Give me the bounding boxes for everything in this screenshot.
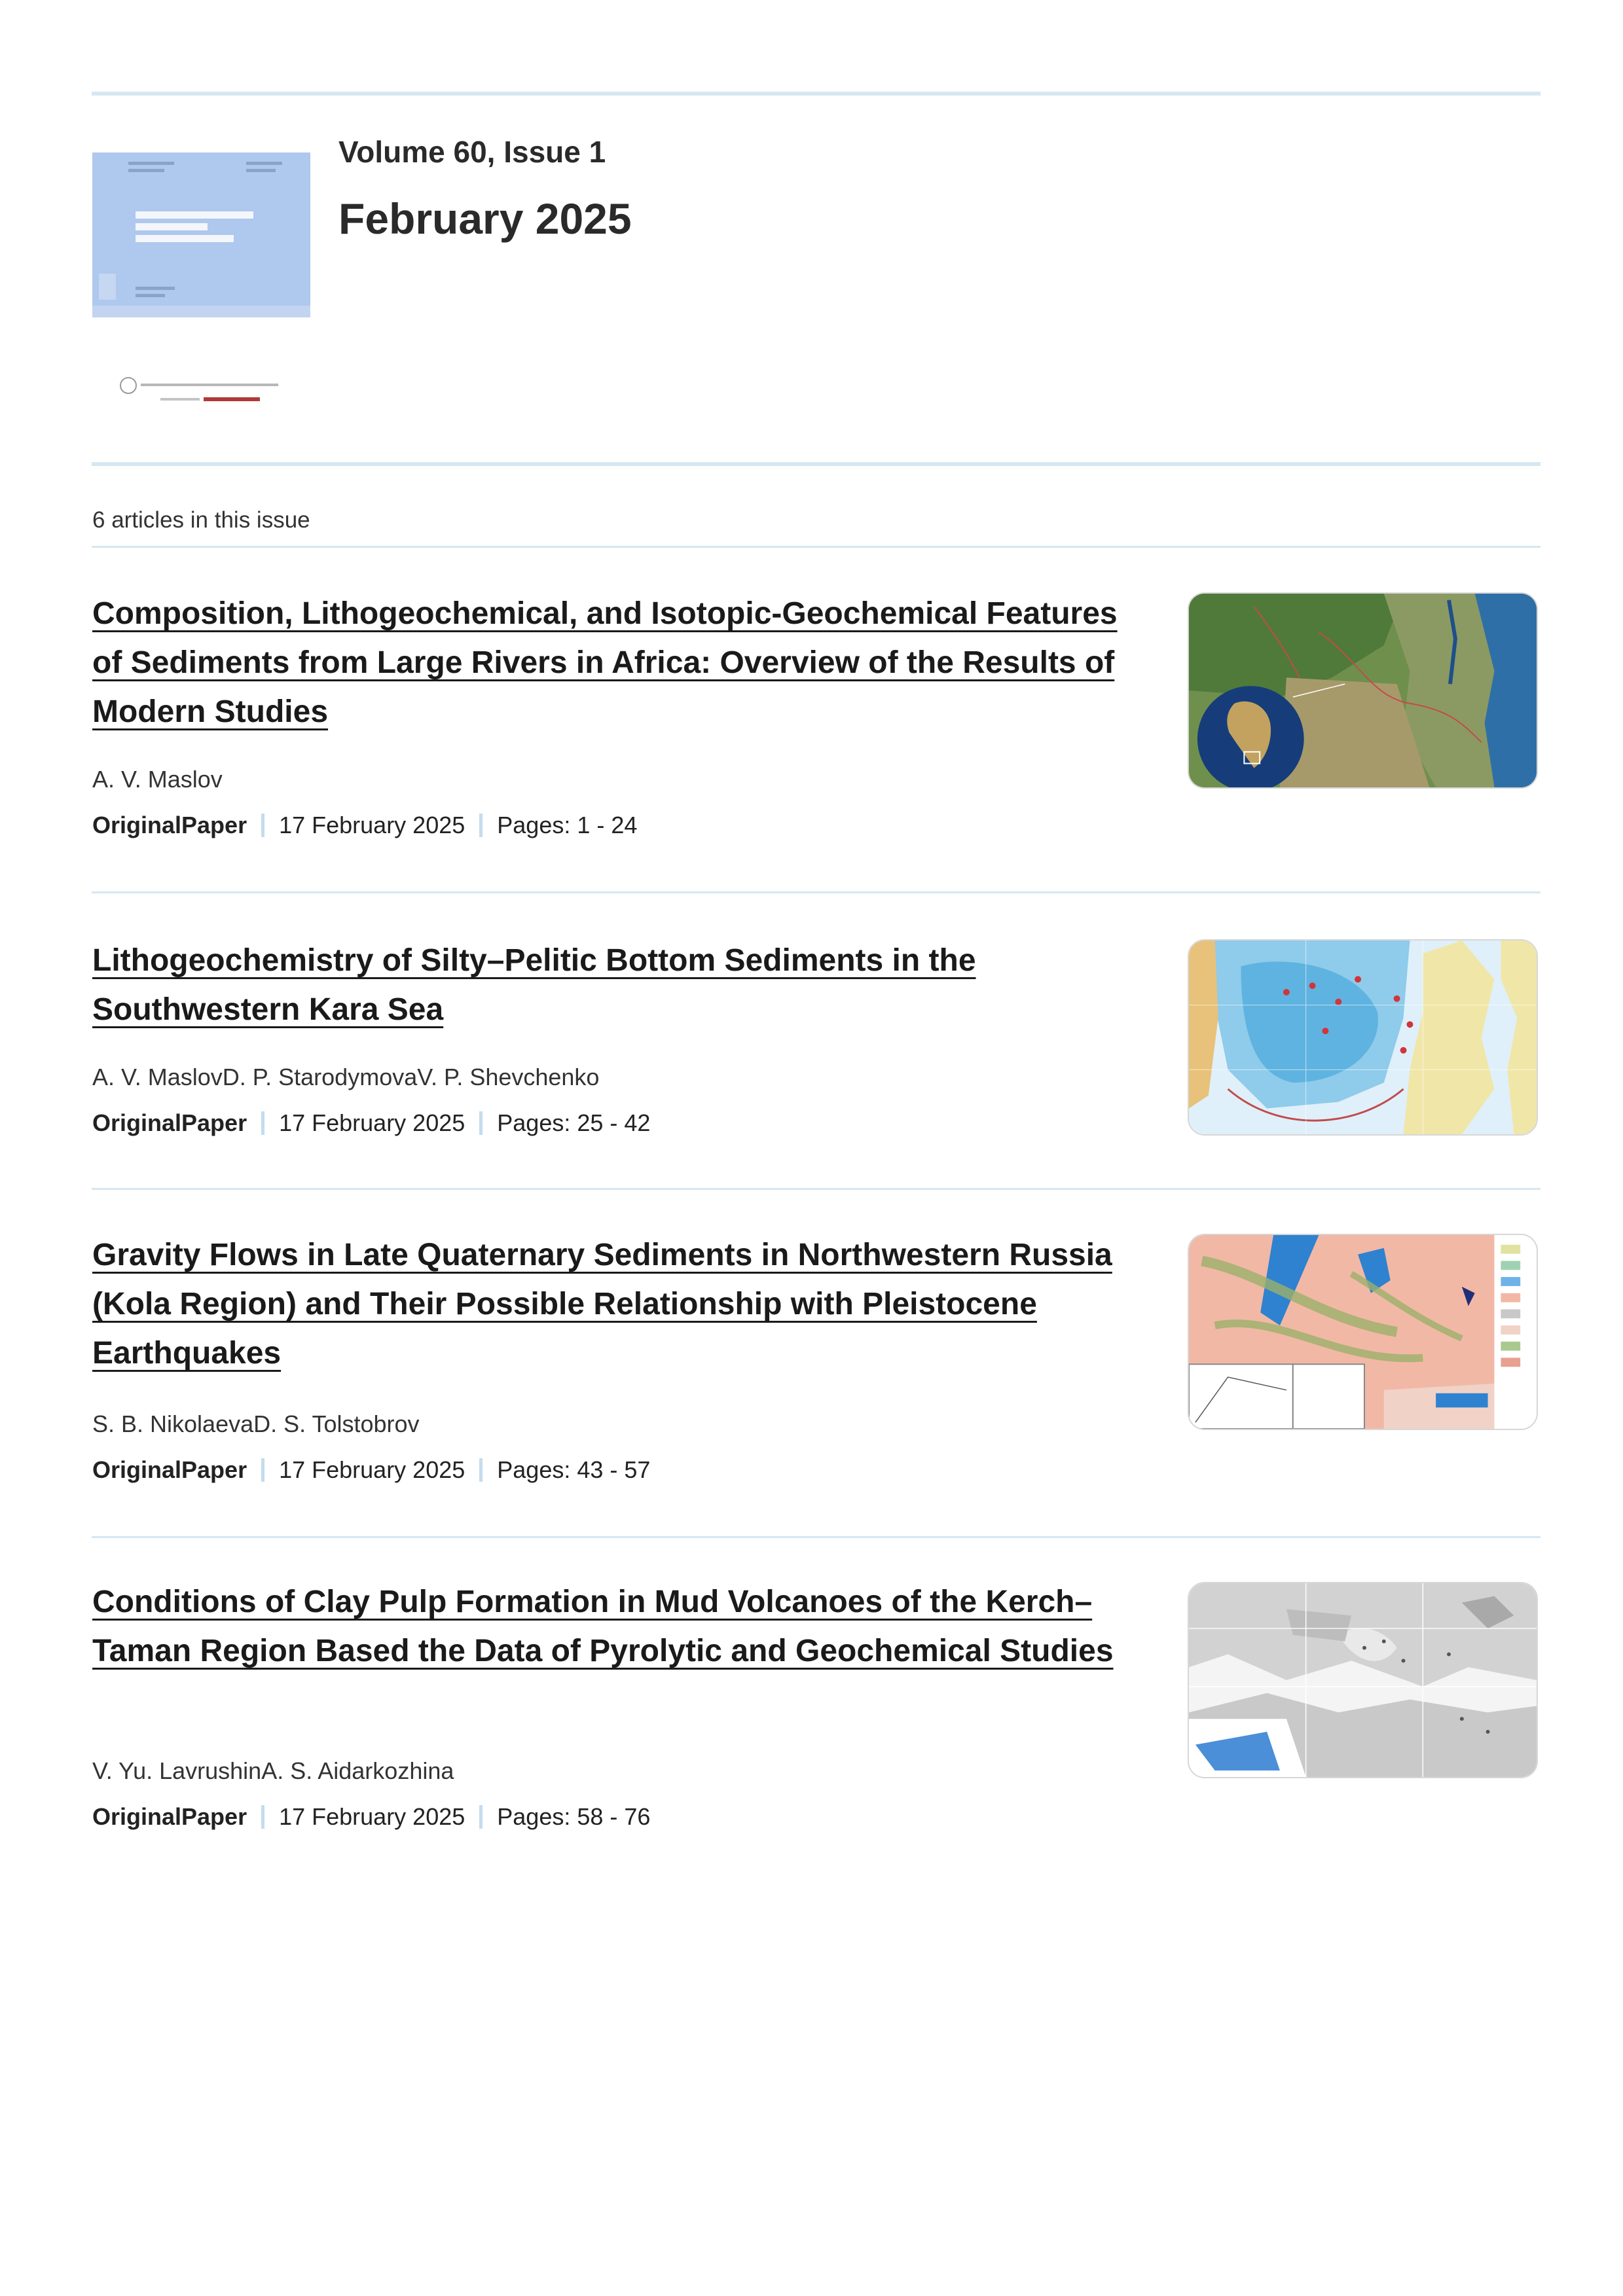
- meta-separator: [479, 1111, 483, 1135]
- article-date: 17 February 2025: [279, 1803, 465, 1830]
- publisher-logo: [120, 372, 283, 411]
- article-pages: Pages: 58 - 76: [497, 1803, 651, 1830]
- article-title-link[interactable]: Gravity Flows in Late Quaternary Sediments in Northwestern Russia (Kola Region) and Their Possible Relationship with Pleistocene Earthquakes: [92, 1238, 1112, 1371]
- meta-separator: [479, 1805, 483, 1829]
- header-top-rule: [92, 92, 1541, 96]
- meta-separator: [261, 1805, 264, 1829]
- article-title-link[interactable]: Lithogeochemistry of Silty–Pelitic Bottom Sediments in the Southwestern Kara Sea: [92, 943, 976, 1027]
- article-thumbnail-africa-map[interactable]: [1188, 592, 1538, 789]
- article-pages: Pages: 43 - 57: [497, 1456, 651, 1483]
- article-divider: [92, 1536, 1541, 1538]
- article-divider: [92, 1188, 1541, 1190]
- article-type: OriginalPaper: [92, 812, 247, 838]
- article-thumbnail-kara-sea-map[interactable]: [1188, 939, 1538, 1136]
- issue-volume: Volume 60, Issue 1: [338, 135, 606, 169]
- list-top-rule: [92, 546, 1541, 548]
- article-authors: S. B. NikolaevaD. S. Tolstobrov: [92, 1410, 420, 1437]
- article-pages: Pages: 25 - 42: [497, 1109, 651, 1136]
- article-pages: Pages: 1 - 24: [497, 812, 638, 838]
- meta-separator: [479, 814, 483, 837]
- article-type: OriginalPaper: [92, 1803, 247, 1830]
- article-meta: [92, 1109, 650, 1137]
- issue-date: February 2025: [338, 194, 632, 243]
- article-item: [92, 936, 1541, 1158]
- article-thumbnail-kola-geology-map[interactable]: [1188, 1234, 1538, 1430]
- article-date: 17 February 2025: [279, 1456, 465, 1483]
- article-thumbnail-kerch-taman-map[interactable]: [1188, 1582, 1538, 1778]
- meta-separator: [479, 1458, 483, 1482]
- header-bottom-rule: [92, 462, 1541, 466]
- article-item: [92, 589, 1541, 851]
- article-type: OriginalPaper: [92, 1109, 247, 1136]
- article-date: 17 February 2025: [279, 812, 465, 838]
- article-item: [92, 1577, 1541, 1839]
- article-title-link[interactable]: Conditions of Clay Pulp Formation in Mud Volcanoes of the Kerch–Taman Region Based the Data of Pyrolytic and Geochemical Studies: [92, 1585, 1114, 1668]
- article-item: [92, 1230, 1541, 1492]
- meta-separator: [261, 1111, 264, 1135]
- article-type: OriginalPaper: [92, 1456, 247, 1483]
- article-meta: [92, 1803, 650, 1831]
- meta-separator: [261, 814, 264, 837]
- article-count: 6 articles in this issue: [92, 507, 310, 533]
- article-authors: V. Yu. LavrushinA. S. Aidarkozhina: [92, 1757, 454, 1784]
- article-authors: A. V. Maslov: [92, 766, 223, 793]
- article-title-link[interactable]: Composition, Lithogeochemical, and Isotopic-Geochemical Features of Sediments from Large Rivers in Africa: Overview of the Results of Modern Studies: [92, 596, 1118, 729]
- article-meta: [92, 812, 637, 839]
- meta-separator: [261, 1458, 264, 1482]
- journal-cover-image[interactable]: [92, 152, 310, 317]
- article-date: 17 February 2025: [279, 1109, 465, 1136]
- article-authors: A. V. MaslovD. P. StarodymovaV. P. Shevchenko: [92, 1064, 600, 1090]
- article-meta: [92, 1456, 650, 1484]
- article-divider: [92, 891, 1541, 893]
